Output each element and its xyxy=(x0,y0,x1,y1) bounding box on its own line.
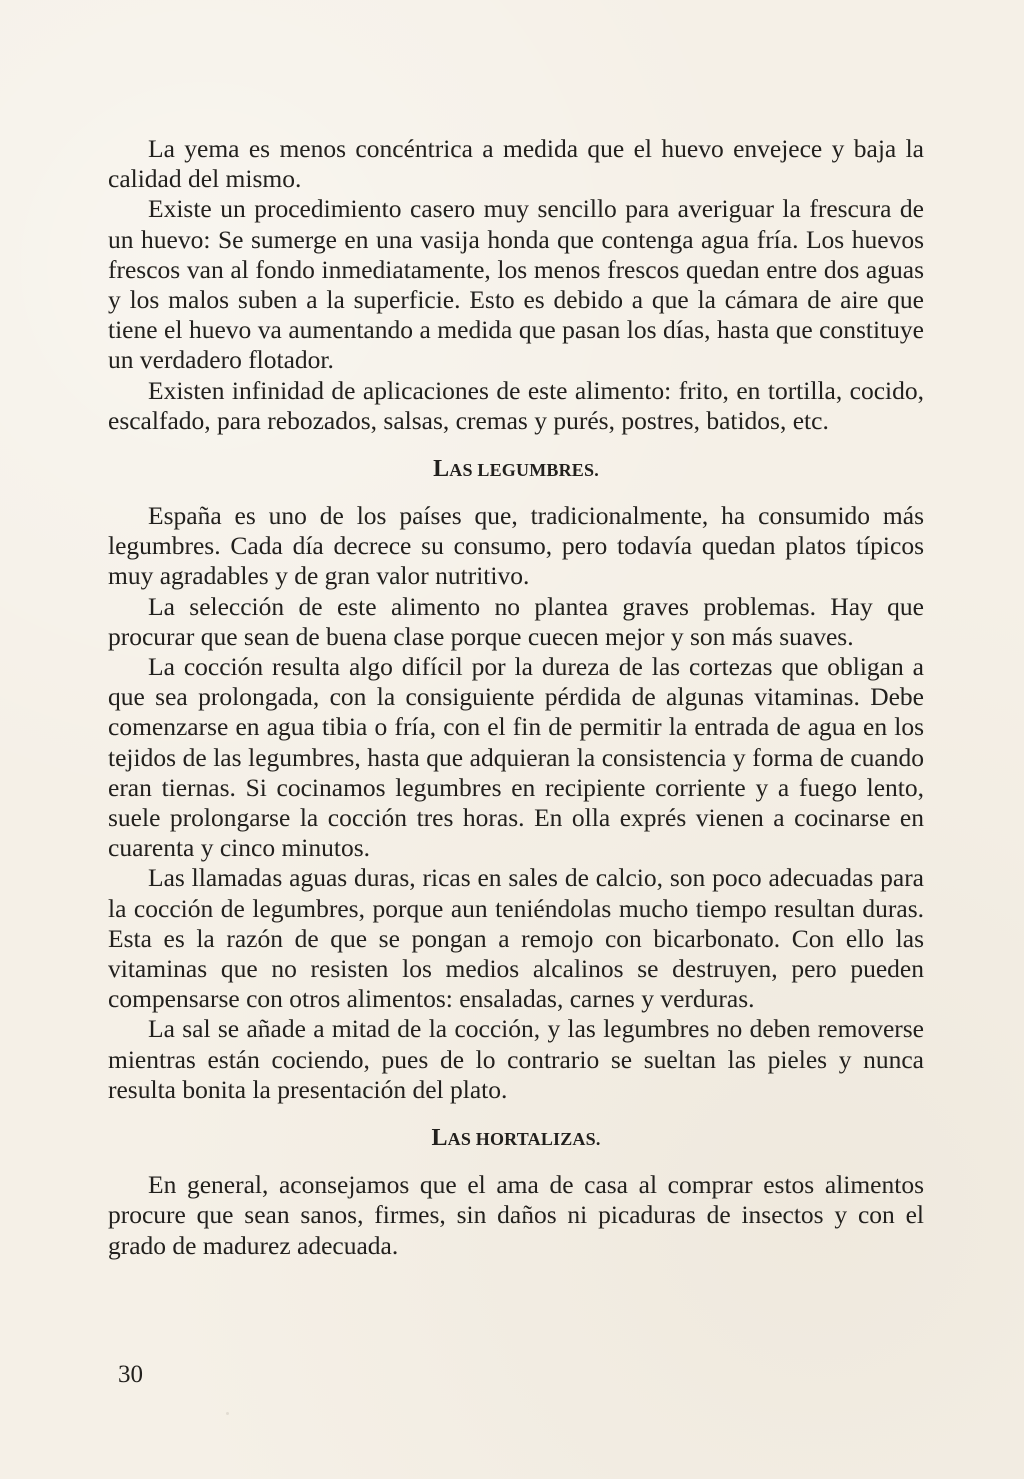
paragraph-frescura: Existe un procedimiento casero muy sencillo para averiguar la frescura de un huevo: Se sumerge en una vasija honda que contenga agua fría. Los huevos frescos van al fondo inmediatamente, los menos frescos quedan entre dos aguas y los malos suben a la superficie. Esto es debido a que la cámara de aire que tiene el huevo va aumentando a medida que pasan los días, hasta que constituye un verdadero flotador. xyxy=(108,194,924,375)
section-heading-legumbres xyxy=(108,455,924,484)
paragraph-aplicaciones: Existen infinidad de aplicaciones de este alimento: frito, en tortilla, cocido, escalfado, para rebozados, salsas, cremas y purés, postres, batidos, etc. xyxy=(108,375,924,435)
paragraph-coccion: La cocción resulta algo difícil por la dureza de las cortezas que obligan a que sea prolongada, con la consiguiente pérdida de algunas vitaminas. Debe comenzarse en agua tibia o fría, con el fin de permitir la entrada de agua en los tejidos de las legumbres, hasta que adquieran la consistencia y forma de cuando eran tiernas. Si cocinamos legumbres en recipiente corriente y a fuego lento, suele prolongarse la cocción tres horas. En olla exprés vienen a cocinarse en cuarenta y cinco minutos. xyxy=(108,652,924,863)
heading-capital-letter: L xyxy=(431,1125,448,1152)
heading-small-caps: AS LEGUMBRES. xyxy=(449,460,599,481)
paragraph-sal: La sal se añade a mitad de la cocción, y las legumbres no deben removerse mientras están cociendo, pues de lo contrario se sueltan las pieles y nunca resulta bonita la presentación del plato. xyxy=(108,1014,924,1104)
paragraph-seleccion: La selección de este alimento no plantea graves problemas. Hay que procurar que sean de buena clase porque cuecen mejor y son más suaves. xyxy=(108,591,924,651)
section-heading-hortalizas xyxy=(108,1124,924,1153)
page-number: 30 xyxy=(118,1361,143,1388)
heading-capital-letter: L xyxy=(433,456,450,483)
page-text xyxy=(108,134,924,1261)
paragraph-yema: La yema es menos concéntrica a medida que el huevo envejece y baja la calidad del mismo. xyxy=(108,134,924,194)
paragraph-espana: España es uno de los países que, tradicionalmente, ha consumido más legumbres. Cada día decrece su consumo, pero todavía quedan platos típicos muy agradables y de gran valor nutritivo. xyxy=(108,501,924,591)
paragraph-aguas-duras: Las llamadas aguas duras, ricas en sales de calcio, son poco adecuadas para la cocción de legumbres, porque aun teniéndolas mucho tiempo resultan duras. Esta es la razón de que se pongan a remojo con bicarbonato. Con ello las vitaminas que no resisten los medios alcalinos se destruyen, pero pueden compensarse con otros alimentos: ensaladas, carnes y verduras. xyxy=(108,863,924,1014)
heading-small-caps: AS HORTALIZAS. xyxy=(447,1129,601,1150)
paragraph-hortalizas: En general, aconsejamos que el ama de casa al comprar estos alimentos procure que sean sanos, firmes, sin daños ni picaduras de insectos y con el grado de madurez adecuada. xyxy=(108,1170,924,1260)
paper-speck xyxy=(226,1412,229,1415)
